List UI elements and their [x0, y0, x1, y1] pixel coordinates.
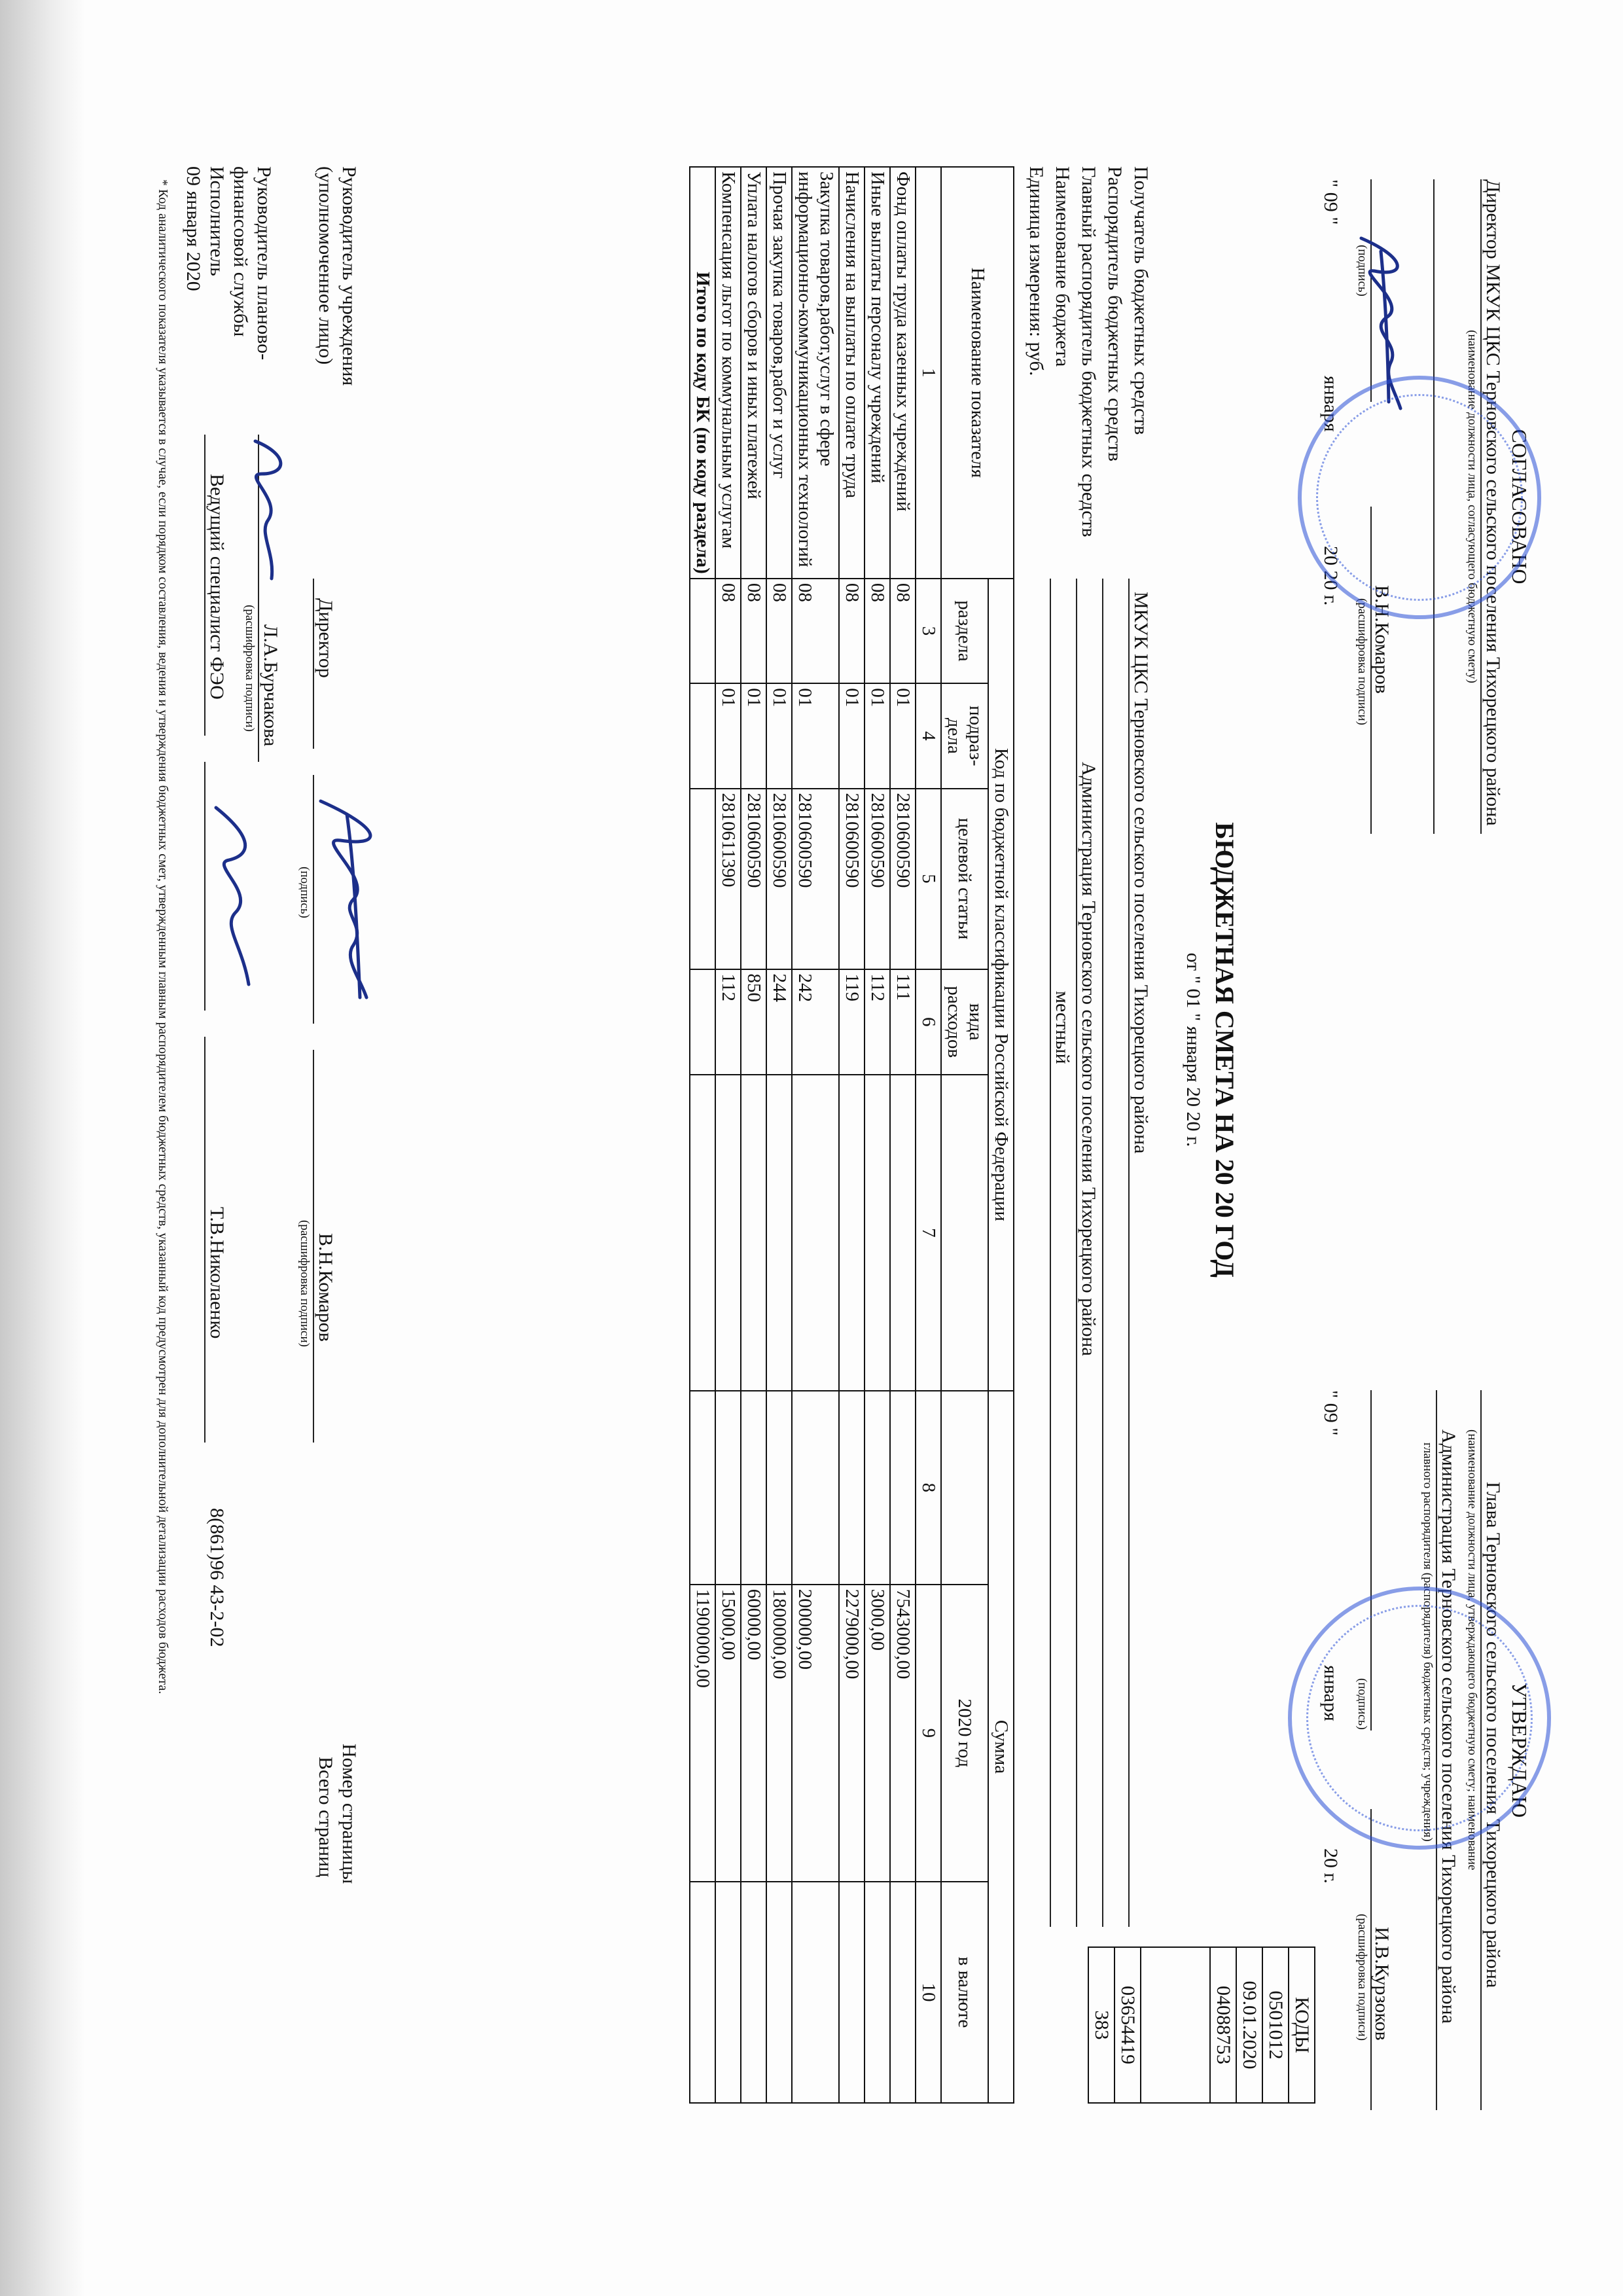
agreed-position: Директор МКУК ЦКС Терновского сельского поселения Тихорецкого района [1482, 179, 1504, 826]
scan-shading [0, 0, 85, 2296]
code-okud: 0501012 [1262, 1947, 1289, 2103]
row-razdel: 08 [890, 579, 916, 683]
agreed-stamp [1298, 376, 1541, 619]
approve-title: УТВЕРЖДАЮ [1508, 1682, 1531, 1818]
fin-signature [236, 435, 294, 605]
main-distributor-value: Администрация Терновского сельского поселения Тихорецкого района [1078, 762, 1099, 1356]
row-podrazdel: 01 [865, 683, 890, 788]
row-celevaya: 2810600590 [890, 789, 916, 969]
approve-org: Администрация Терновского сельского поселения Тихорецкого района [1438, 1429, 1459, 2024]
row-podrazdel: 01 [890, 683, 916, 788]
row-col7 [766, 1075, 792, 1391]
row-vid: 850 [741, 969, 766, 1075]
row-col8 [741, 1391, 766, 1585]
row-sum: 2279000,00 [839, 1585, 865, 1882]
row-sum: 15000,00 [715, 1585, 741, 1882]
row-podrazdel: 01 [766, 683, 792, 788]
row-currency [741, 1882, 766, 2103]
code-empty [1141, 1947, 1210, 2103]
th-name: Наименование показателя [941, 167, 1014, 579]
executor-phone: 8(861)96 43-2-02 [206, 1508, 228, 1647]
approve-date-year: 20 г. [1320, 1848, 1342, 1884]
row-razdel: 08 [792, 579, 839, 683]
main-distributor-label: Главный распорядитель бюджетных средств [1078, 166, 1099, 537]
row-razdel: 08 [865, 579, 890, 683]
row-sum: 200000,00 [792, 1585, 839, 1882]
row-vid: 119 [839, 969, 865, 1075]
agreed-sign-caption: (подпись) [1355, 245, 1369, 296]
table-row [766, 167, 792, 2103]
row-col7 [792, 1075, 839, 1391]
row-currency [792, 1882, 839, 2103]
approve-sign-caption: (подпись) [1355, 1678, 1369, 1730]
codes-table [1088, 1946, 1315, 2104]
th-celevaya: целевой статьи [941, 789, 988, 969]
approve-date-day: " 09 " [1320, 1390, 1342, 1436]
executor-label: Исполнитель [206, 166, 228, 276]
total-row [690, 167, 715, 2103]
table-row [839, 167, 865, 2103]
head-label-2: (уполномоченное лицо) [315, 166, 336, 365]
agreed-date-month: января [1320, 376, 1342, 432]
row-name: Прочая закупка товаров,работ и услуг [766, 167, 792, 579]
document-date: от " 01 " января 20 20 г. [1183, 952, 1204, 1147]
fin-name-caption: (расшифровка подписи) [243, 605, 257, 732]
code-okei: 383 [1088, 1947, 1115, 2103]
row-col7 [839, 1075, 865, 1391]
total-empty [690, 1391, 715, 1585]
agreed-date-day: " 09 " [1320, 179, 1342, 225]
th-razdel: раздела [941, 579, 988, 683]
row-col7 [741, 1075, 766, 1391]
distributor-label: Распорядитель бюджетных средств [1104, 166, 1126, 462]
table-row [741, 167, 766, 2103]
budget-name-label: Наименование бюджета [1052, 166, 1073, 367]
row-sum: 1800000,00 [766, 1585, 792, 1882]
colnum-4: 4 [916, 683, 941, 788]
th-vid: вида расходов [941, 969, 988, 1075]
head-label-1: Руководитель учреждения [338, 166, 360, 386]
agreed-name: В.Н.Комаров [1371, 585, 1393, 694]
row-celevaya: 2810600590 [865, 789, 890, 969]
estimate-table [689, 166, 1014, 2104]
pages-total-label: Всего страниц [315, 1757, 336, 1878]
row-sum: 60000,00 [741, 1585, 766, 1882]
row-celevaya: 2810600590 [839, 789, 865, 969]
approve-name: И.В.Курзоков [1371, 1927, 1393, 2041]
head-name-caption: (расшифровка подписи) [298, 1220, 312, 1347]
row-currency [715, 1882, 741, 2103]
approve-name-caption: (расшифровка подписи) [1355, 1914, 1369, 2041]
row-name: Иные выплаты персоналу учреждений [865, 167, 890, 579]
row-col7 [715, 1075, 741, 1391]
row-razdel: 08 [715, 579, 741, 683]
code-okpo: 04088753 [1210, 1947, 1236, 2103]
executor-signature [203, 801, 268, 997]
approve-position: Глава Терновского сельского поселения Тихорецкого района [1482, 1482, 1504, 1988]
head-sign-caption: (подпись) [298, 867, 312, 918]
row-col8 [766, 1391, 792, 1585]
total-label: Итого по коду БК (по коду раздела) [690, 167, 715, 579]
total-sum: 11900000,00 [690, 1585, 715, 1882]
total-empty [690, 1075, 715, 1391]
colnum-5: 5 [916, 789, 941, 969]
row-col8 [865, 1391, 890, 1585]
total-empty [690, 579, 715, 683]
colnum-9: 9 [916, 1585, 941, 1882]
table-row [792, 167, 839, 2103]
executor-date: 09 января 2020 [183, 166, 204, 291]
row-name: Уплата налогов сборов и иных платежей [741, 167, 766, 579]
table-row [890, 167, 916, 2103]
row-currency [890, 1882, 916, 2103]
agreed-name-caption: (расшифровка подписи) [1355, 598, 1369, 725]
th-sum: Сумма [988, 1391, 1014, 2103]
budget-estimate-document [79, 68, 1544, 2228]
colnum-1: 1 [916, 167, 941, 579]
row-currency [766, 1882, 792, 2103]
row-col8 [890, 1391, 916, 1585]
row-name: Начисления на выплаты по оплате труда [839, 167, 865, 579]
budget-name-value: местный [1052, 991, 1073, 1064]
total-empty [690, 789, 715, 969]
row-vid: 112 [715, 969, 741, 1075]
row-currency [865, 1882, 890, 2103]
row-vid: 111 [890, 969, 916, 1075]
footnote: * Код аналитического показателя указывается в случае, если порядком составления, ведения и утверждения бюджетных смет, утвержденным главным распорядителем бюджетных средств, указанный код предусмотрен для дополнительной детализации расходов бюджета. [156, 179, 170, 1695]
fin-name: Л.А.Бурчакова [260, 624, 281, 747]
agreed-position-caption: (наименование должности лица, согласующего бюджетную смету) [1465, 330, 1479, 683]
head-position: Директор [315, 598, 336, 678]
colnum-6: 6 [916, 969, 941, 1075]
th-col8 [941, 1391, 988, 1585]
code-glava: 03654419 [1115, 1947, 1141, 2103]
document-title: БЮДЖЕТНАЯ СМЕТА НА 20 20 ГОД [1210, 822, 1240, 1278]
recipient-value: МКУК ЦКС Терновского сельского поселения Тихорецкого района [1130, 592, 1152, 1154]
row-razdel: 08 [839, 579, 865, 683]
row-name: Фонд оплаты труда казенных учреждений [890, 167, 916, 579]
row-podrazdel: 01 [792, 683, 839, 788]
th-code: Код по бюджетной классификации Российской Федерации [988, 579, 1014, 1391]
row-sum: 3000,00 [865, 1585, 890, 1882]
total-empty [690, 683, 715, 788]
row-podrazdel: 01 [741, 683, 766, 788]
total-empty [690, 969, 715, 1075]
row-vid: 244 [766, 969, 792, 1075]
table-row [715, 167, 741, 2103]
row-vid: 112 [865, 969, 890, 1075]
agreed-date-year: 20 20 г. [1320, 546, 1342, 606]
row-sum: 7543000,00 [890, 1585, 916, 1882]
row-col7 [865, 1075, 890, 1391]
recipient-label: Получатель бюджетных средств [1130, 166, 1152, 435]
row-celevaya: 2810600590 [766, 789, 792, 969]
row-podrazdel: 01 [715, 683, 741, 788]
fin-label-2: финансовой службы [230, 166, 251, 337]
code-date: 09.01.2020 [1236, 1947, 1262, 2103]
row-col7 [890, 1075, 916, 1391]
colnum-3: 3 [916, 579, 941, 683]
unit-label: Единица измерения: руб. [1026, 166, 1047, 376]
colnum-10: 10 [916, 1882, 941, 2103]
row-celevaya: 2810611390 [715, 789, 741, 969]
executor-name: Т.В.Николаенко [206, 1207, 228, 1339]
page-number-label: Номер страницы [338, 1744, 360, 1884]
colnum-7: 7 [916, 1075, 941, 1391]
row-podrazdel: 01 [839, 683, 865, 788]
executor-position: Ведущий специалист ФЭО [206, 474, 228, 700]
row-razdel: 08 [741, 579, 766, 683]
row-col8 [839, 1391, 865, 1585]
th-col7 [941, 1075, 988, 1391]
total-empty [690, 1882, 715, 2103]
row-celevaya: 2810600590 [792, 789, 839, 969]
row-name: Закупка товаров,работ,услуг в сфере информационно-коммуникационных технологий [792, 167, 839, 579]
head-name: В.Н.Комаров [315, 1233, 336, 1342]
approve-org-caption: главного распорядителя (распорядителя) бюджетных средств; учреждения) [1421, 1443, 1435, 1842]
approve-position-caption: (наименование должности лица, утверждающего бюджетную смету; наименование [1465, 1429, 1479, 1871]
colnum-8: 8 [916, 1391, 941, 1585]
fin-label-1: Руководитель планово- [253, 166, 275, 361]
approve-stamp [1288, 1587, 1551, 1850]
codes-header: КОДЫ [1289, 1947, 1315, 2103]
th-year: 2020 год [941, 1585, 988, 1882]
row-currency [839, 1882, 865, 2103]
table-row [865, 167, 890, 2103]
th-currency: в валюте [941, 1882, 988, 2103]
row-name: Компенсация льгот по коммунальным услугам [715, 167, 741, 579]
th-podrazdel: подраз-дела [941, 683, 988, 788]
row-razdel: 08 [766, 579, 792, 683]
approve-date-month: января [1320, 1665, 1342, 1721]
row-col8 [715, 1391, 741, 1585]
row-vid: 242 [792, 969, 839, 1075]
row-celevaya: 2810600590 [741, 789, 766, 969]
agreed-title: СОГЛАСОВАНО [1508, 429, 1531, 584]
head-signature [308, 788, 393, 1011]
row-col8 [792, 1391, 839, 1585]
